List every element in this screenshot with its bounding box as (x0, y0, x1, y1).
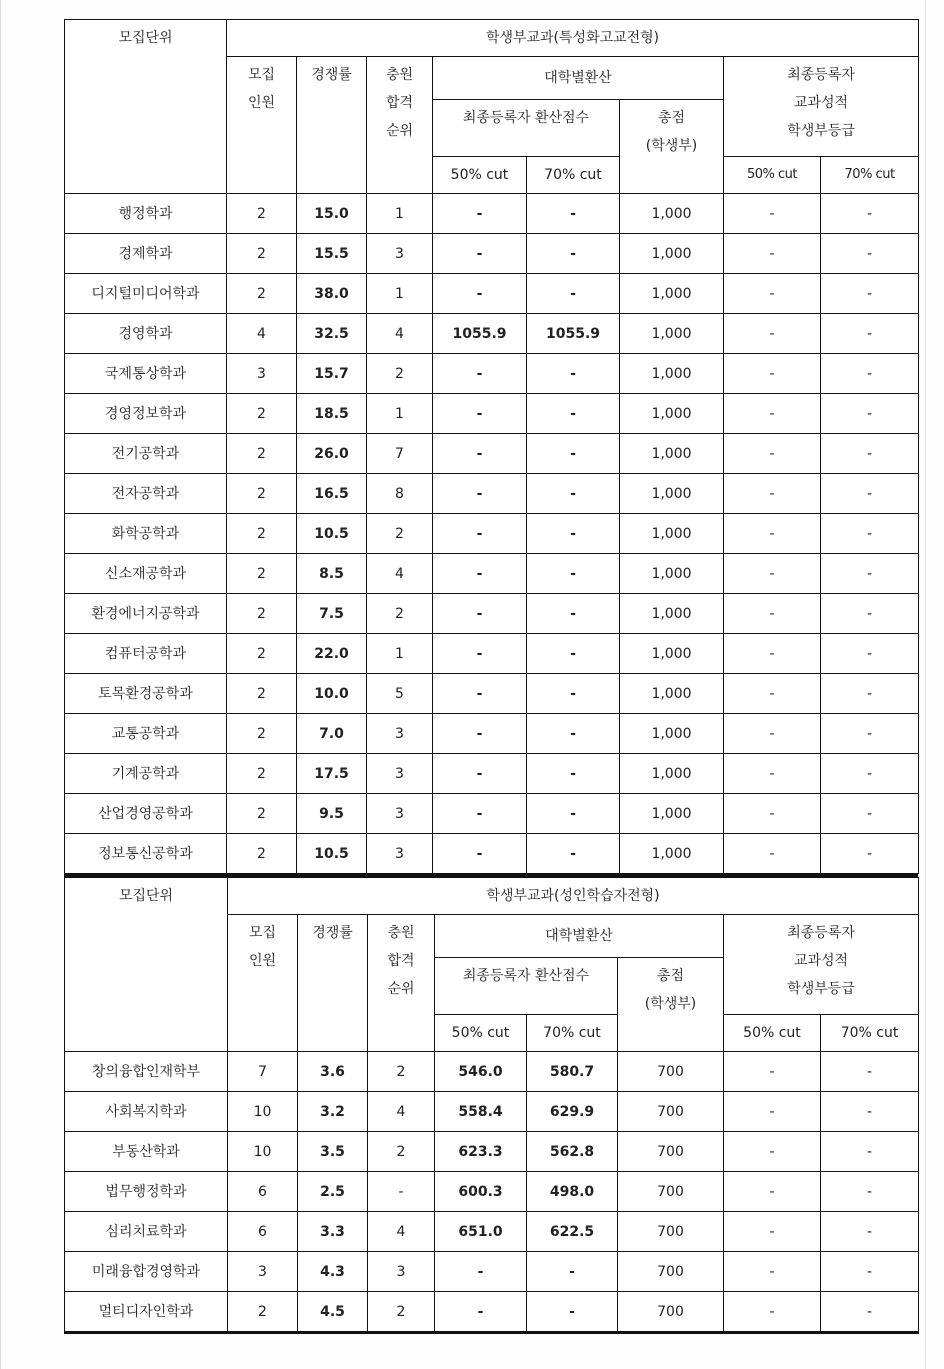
quota-value: 2 (227, 714, 297, 754)
total-score: 1,000 (620, 674, 724, 714)
total-score: 1,000 (620, 434, 724, 474)
total-score: 1,000 (620, 794, 724, 834)
department-name: 부동산학과 (65, 1132, 228, 1172)
table-title: 학생부교과(성인학습자전형) (228, 878, 919, 915)
score-cut70: - (527, 554, 620, 594)
grade-cut70: - (821, 834, 919, 874)
grade-cut70: - (821, 1092, 919, 1132)
quota-value: 10 (228, 1132, 298, 1172)
waitlist-rank: 1 (367, 634, 433, 674)
score-cut50: - (433, 274, 527, 314)
quota-value: 2 (227, 834, 297, 874)
grade-cut70: - (821, 434, 919, 474)
total-score: 700 (618, 1252, 724, 1292)
score-cut50: - (433, 674, 527, 714)
table-row (65, 714, 919, 754)
grade-cut70: - (821, 274, 919, 314)
table-row (65, 194, 919, 234)
waitlist-rank: 4 (367, 554, 433, 594)
competition-ratio: 10.5 (297, 514, 367, 554)
total-score: 1,000 (620, 274, 724, 314)
score-cut70: - (527, 474, 620, 514)
quota-value: 2 (227, 474, 297, 514)
waitlist-rank: 1 (367, 394, 433, 434)
grade-cut50: - (724, 714, 821, 754)
quota-value: 3 (227, 354, 297, 394)
score-cut70: - (527, 1292, 618, 1333)
table-row (65, 554, 919, 594)
grade-cut50: - (724, 1092, 821, 1132)
competition-ratio: 3.5 (298, 1132, 368, 1172)
header-grade-cut50: 50% cut (724, 157, 821, 194)
table-row (65, 1292, 919, 1333)
score-cut50: 623.3 (435, 1132, 527, 1172)
total-score: 700 (618, 1132, 724, 1172)
table-row (65, 474, 919, 514)
table-row (65, 354, 919, 394)
score-cut50: - (433, 394, 527, 434)
waitlist-rank: 4 (368, 1212, 435, 1252)
department-name: 정보통신공학과 (65, 834, 227, 874)
department-name: 행정학과 (65, 194, 227, 234)
header-cut50: 50% cut (435, 1015, 527, 1052)
score-cut70: 629.9 (527, 1092, 618, 1132)
department-name: 환경에너지공학과 (65, 594, 227, 634)
department-name: 전자공학과 (65, 474, 227, 514)
header-waitlist-rank: 충원 합격 순위 (368, 915, 435, 1052)
grade-cut50: - (724, 474, 821, 514)
grade-cut50: - (724, 234, 821, 274)
total-score: 1,000 (620, 594, 724, 634)
grade-cut70: - (821, 514, 919, 554)
header-quota: 모집 인원 (228, 915, 298, 1052)
grade-cut70: - (821, 1212, 919, 1252)
header-total: 총점 (학생부) (620, 100, 724, 194)
table-row (65, 834, 919, 874)
quota-value: 2 (227, 434, 297, 474)
page-right-edge (925, 0, 926, 1369)
grade-cut70: - (821, 794, 919, 834)
competition-ratio: 15.5 (297, 234, 367, 274)
specialized-highschool-table (64, 19, 919, 874)
score-cut70: - (527, 754, 620, 794)
department-name: 심리치료학과 (65, 1212, 228, 1252)
header-final-score: 최종등록자 환산점수 (435, 958, 618, 1015)
quota-value: 6 (228, 1172, 298, 1212)
waitlist-rank: 2 (367, 514, 433, 554)
competition-ratio: 2.5 (298, 1172, 368, 1212)
grade-cut50: - (724, 834, 821, 874)
grade-cut70: - (821, 1052, 919, 1092)
quota-value: 2 (227, 794, 297, 834)
grade-cut50: - (724, 314, 821, 354)
grade-cut50: - (724, 794, 821, 834)
quota-value: 2 (227, 394, 297, 434)
waitlist-rank: 1 (367, 194, 433, 234)
table-row (65, 1092, 919, 1132)
quota-value: 2 (227, 754, 297, 794)
grade-cut50: - (724, 1172, 821, 1212)
competition-ratio: 8.5 (297, 554, 367, 594)
grade-cut50: - (724, 1132, 821, 1172)
grade-cut50: - (724, 394, 821, 434)
grade-cut70: - (821, 1172, 919, 1212)
score-cut50: - (433, 794, 527, 834)
total-score: 700 (618, 1092, 724, 1132)
score-cut50: - (433, 554, 527, 594)
competition-ratio: 4.3 (298, 1252, 368, 1292)
score-cut50: 546.0 (435, 1052, 527, 1092)
quota-value: 7 (228, 1052, 298, 1092)
total-score: 1,000 (620, 314, 724, 354)
total-score: 1,000 (620, 754, 724, 794)
grade-cut50: - (724, 554, 821, 594)
quota-value: 2 (227, 234, 297, 274)
waitlist-rank: - (368, 1172, 435, 1212)
competition-ratio: 3.2 (298, 1092, 368, 1132)
department-name: 신소재공학과 (65, 554, 227, 594)
department-name: 법무행정학과 (65, 1172, 228, 1212)
total-score: 1,000 (620, 394, 724, 434)
header-unit: 모집단위 (65, 878, 228, 1052)
competition-ratio: 7.5 (297, 594, 367, 634)
header-grade-cut50: 50% cut (724, 1015, 821, 1052)
competition-ratio: 17.5 (297, 754, 367, 794)
quota-value: 2 (227, 674, 297, 714)
competition-ratio: 26.0 (297, 434, 367, 474)
table-row (65, 1172, 919, 1212)
quota-value: 2 (228, 1292, 298, 1333)
table-row (65, 754, 919, 794)
waitlist-rank: 2 (368, 1132, 435, 1172)
score-cut70: 562.8 (527, 1132, 618, 1172)
waitlist-rank: 3 (367, 754, 433, 794)
score-cut70: - (527, 834, 620, 874)
competition-ratio: 15.0 (297, 194, 367, 234)
grade-cut70: - (821, 634, 919, 674)
total-score: 1,000 (620, 714, 724, 754)
grade-cut50: - (724, 634, 821, 674)
competition-ratio: 32.5 (297, 314, 367, 354)
table-row (65, 234, 919, 274)
waitlist-rank: 3 (367, 234, 433, 274)
score-cut70: 622.5 (527, 1212, 618, 1252)
table-title: 학생부교과(특성화고교전형) (227, 20, 919, 57)
table-row (65, 794, 919, 834)
quota-value: 2 (227, 194, 297, 234)
score-cut50: - (433, 714, 527, 754)
competition-ratio: 9.5 (297, 794, 367, 834)
adult-learner-table (64, 877, 919, 1334)
total-score: 1,000 (620, 554, 724, 594)
quota-value: 2 (227, 634, 297, 674)
waitlist-rank: 8 (367, 474, 433, 514)
competition-ratio: 10.5 (297, 834, 367, 874)
department-name: 컴퓨터공학과 (65, 634, 227, 674)
page-left-edge (0, 0, 1, 1369)
grade-cut70: - (821, 714, 919, 754)
grade-cut50: - (724, 354, 821, 394)
grade-cut70: - (821, 674, 919, 714)
department-name: 경영정보학과 (65, 394, 227, 434)
score-cut70: - (527, 514, 620, 554)
score-cut70: - (527, 674, 620, 714)
department-name: 창의융합인재학부 (65, 1052, 228, 1092)
quota-value: 2 (227, 594, 297, 634)
table-row (65, 314, 919, 354)
header-cut70: 70% cut (527, 157, 620, 194)
grade-cut70: - (821, 594, 919, 634)
quota-value: 2 (227, 554, 297, 594)
grade-cut70: - (821, 314, 919, 354)
grade-cut50: - (724, 1212, 821, 1252)
department-name: 기계공학과 (65, 754, 227, 794)
score-cut50: 1055.9 (433, 314, 527, 354)
header-quota: 모집 인원 (227, 57, 297, 194)
header-cut50: 50% cut (433, 157, 527, 194)
score-cut70: - (527, 394, 620, 434)
score-cut70: - (527, 434, 620, 474)
competition-ratio: 10.0 (297, 674, 367, 714)
waitlist-rank: 2 (368, 1292, 435, 1333)
grade-cut70: - (821, 194, 919, 234)
competition-ratio: 38.0 (297, 274, 367, 314)
department-name: 토목환경공학과 (65, 674, 227, 714)
header-grade-group: 최종등록자 교과성적 학생부등급 (724, 57, 919, 157)
quota-value: 4 (227, 314, 297, 354)
header-grade-group: 최종등록자 교과성적 학생부등급 (724, 915, 919, 1015)
competition-ratio: 16.5 (297, 474, 367, 514)
score-cut70: 580.7 (527, 1052, 618, 1092)
department-name: 디지털미디어학과 (65, 274, 227, 314)
waitlist-rank: 3 (367, 794, 433, 834)
grade-cut50: - (724, 1252, 821, 1292)
score-cut70: - (527, 354, 620, 394)
grade-cut50: - (724, 1052, 821, 1092)
score-cut50: - (435, 1252, 527, 1292)
department-name: 사회복지학과 (65, 1092, 228, 1132)
score-cut50: - (433, 474, 527, 514)
header-final-score: 최종등록자 환산점수 (433, 100, 620, 157)
grade-cut70: - (821, 1252, 919, 1292)
grade-cut70: - (821, 354, 919, 394)
header-cut70: 70% cut (527, 1015, 618, 1052)
table-row (65, 634, 919, 674)
grade-cut70: - (821, 234, 919, 274)
score-cut50: - (433, 434, 527, 474)
quota-value: 6 (228, 1212, 298, 1252)
competition-ratio: 3.3 (298, 1212, 368, 1252)
grade-cut50: - (724, 1292, 821, 1333)
table-row (65, 1212, 919, 1252)
total-score: 1,000 (620, 514, 724, 554)
score-cut50: - (433, 354, 527, 394)
grade-cut50: - (724, 274, 821, 314)
table-row (65, 394, 919, 434)
header-total: 총점 (학생부) (618, 958, 724, 1052)
score-cut50: 600.3 (435, 1172, 527, 1212)
competition-ratio: 4.5 (298, 1292, 368, 1333)
competition-ratio: 3.6 (298, 1052, 368, 1092)
total-score: 1,000 (620, 194, 724, 234)
table-row (65, 674, 919, 714)
score-cut50: - (433, 234, 527, 274)
score-cut50: - (433, 514, 527, 554)
department-name: 전기공학과 (65, 434, 227, 474)
waitlist-rank: 4 (368, 1092, 435, 1132)
grade-cut70: - (821, 754, 919, 794)
score-cut70: - (527, 194, 620, 234)
score-cut70: - (527, 714, 620, 754)
waitlist-rank: 2 (368, 1052, 435, 1092)
score-cut70: 1055.9 (527, 314, 620, 354)
grade-cut50: - (724, 674, 821, 714)
department-name: 화학공학과 (65, 514, 227, 554)
waitlist-rank: 5 (367, 674, 433, 714)
total-score: 1,000 (620, 354, 724, 394)
header-conversion-group: 대학별환산 (435, 915, 724, 958)
department-name: 미래융합경영학과 (65, 1252, 228, 1292)
table-row (65, 514, 919, 554)
department-name: 멀티디자인학과 (65, 1292, 228, 1333)
total-score: 1,000 (620, 834, 724, 874)
score-cut70: 498.0 (527, 1172, 618, 1212)
grade-cut70: - (821, 474, 919, 514)
grade-cut50: - (724, 514, 821, 554)
score-cut50: - (433, 594, 527, 634)
total-score: 700 (618, 1212, 724, 1252)
department-name: 경영학과 (65, 314, 227, 354)
table-row (65, 274, 919, 314)
quota-value: 2 (227, 274, 297, 314)
quota-value: 3 (228, 1252, 298, 1292)
score-cut70: - (527, 794, 620, 834)
waitlist-rank: 1 (367, 274, 433, 314)
score-cut50: 558.4 (435, 1092, 527, 1132)
grade-cut70: - (821, 554, 919, 594)
table-row (65, 1132, 919, 1172)
grade-cut50: - (724, 434, 821, 474)
grade-cut50: - (724, 194, 821, 234)
department-name: 경제학과 (65, 234, 227, 274)
header-unit: 모집단위 (65, 20, 227, 194)
waitlist-rank: 7 (367, 434, 433, 474)
admission-results-document (64, 19, 918, 1334)
total-score: 700 (618, 1172, 724, 1212)
score-cut50: - (433, 194, 527, 234)
header-conversion-group: 대학별환산 (433, 57, 724, 100)
competition-ratio: 7.0 (297, 714, 367, 754)
total-score: 700 (618, 1052, 724, 1092)
score-cut50: - (435, 1292, 527, 1333)
grade-cut50: - (724, 594, 821, 634)
table-row (65, 594, 919, 634)
score-cut50: 651.0 (435, 1212, 527, 1252)
score-cut70: - (527, 634, 620, 674)
competition-ratio: 18.5 (297, 394, 367, 434)
waitlist-rank: 2 (367, 354, 433, 394)
header-waitlist-rank: 충원 합격 순위 (367, 57, 433, 194)
waitlist-rank: 3 (368, 1252, 435, 1292)
total-score: 700 (618, 1292, 724, 1333)
waitlist-rank: 3 (367, 834, 433, 874)
department-name: 산업경영공학과 (65, 794, 227, 834)
quota-value: 10 (228, 1092, 298, 1132)
table-row (65, 434, 919, 474)
waitlist-rank: 2 (367, 594, 433, 634)
grade-cut70: - (821, 1292, 919, 1333)
table-row (65, 1052, 919, 1092)
score-cut50: - (433, 754, 527, 794)
total-score: 1,000 (620, 634, 724, 674)
competition-ratio: 15.7 (297, 354, 367, 394)
score-cut70: - (527, 1252, 618, 1292)
score-cut70: - (527, 274, 620, 314)
header-ratio: 경쟁률 (297, 57, 367, 194)
quota-value: 2 (227, 514, 297, 554)
header-ratio: 경쟁률 (298, 915, 368, 1052)
score-cut50: - (433, 634, 527, 674)
waitlist-rank: 4 (367, 314, 433, 354)
department-name: 교통공학과 (65, 714, 227, 754)
score-cut70: - (527, 594, 620, 634)
competition-ratio: 22.0 (297, 634, 367, 674)
grade-cut50: - (724, 754, 821, 794)
header-grade-cut70: 70% cut (821, 157, 919, 194)
score-cut50: - (433, 834, 527, 874)
table-row (65, 1252, 919, 1292)
waitlist-rank: 3 (367, 714, 433, 754)
score-cut70: - (527, 234, 620, 274)
total-score: 1,000 (620, 234, 724, 274)
total-score: 1,000 (620, 474, 724, 514)
grade-cut70: - (821, 1132, 919, 1172)
grade-cut70: - (821, 394, 919, 434)
department-name: 국제통상학과 (65, 354, 227, 394)
header-grade-cut70: 70% cut (821, 1015, 919, 1052)
